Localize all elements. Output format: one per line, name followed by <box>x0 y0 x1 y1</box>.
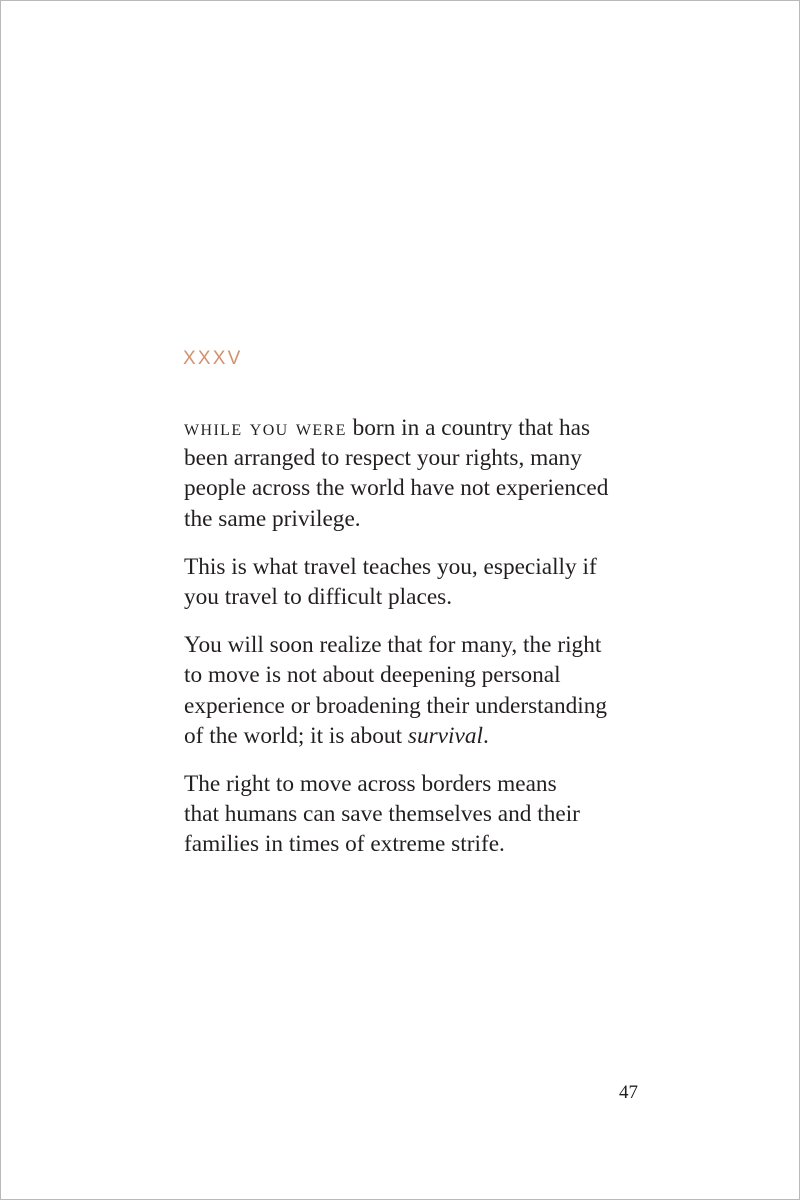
paragraph-3-line-3: experience or broadening their understanding <box>184 692 608 719</box>
paragraph-4 <box>184 769 654 860</box>
chapter-number: XXXV <box>183 348 243 369</box>
paragraph-1-line-1-text: born in a country that has <box>352 415 591 441</box>
paragraph-4-line-1: The right to move across borders means <box>184 771 557 798</box>
paragraph-1-line-2: been arranged to respect your rights, many <box>184 445 582 472</box>
body-text <box>184 413 654 878</box>
paragraph-1-line-3: people across the world have not experienced <box>184 475 609 502</box>
paragraph-2-line-1: This is what travel teaches you, especially if <box>184 553 597 580</box>
paragraph-3-line-2: to move is not about deepening personal <box>184 662 561 689</box>
emphasis-survival: survival <box>407 722 483 749</box>
paragraph-2 <box>184 552 654 612</box>
page-number: 47 <box>619 1082 638 1103</box>
paragraph-3-line-4-end: . <box>482 722 489 749</box>
paragraph-3 <box>184 630 654 751</box>
paragraph-4-line-3: families in times of extreme strife. <box>184 831 505 858</box>
paragraph-2-line-2: you travel to difficult places. <box>184 584 453 611</box>
paragraph-3-line-4-start: of the world; it is about <box>184 722 403 749</box>
paragraph-4-line-2: that humans can save themselves and their <box>184 801 580 828</box>
paragraph-3-line-4 <box>184 721 654 751</box>
paragraph-3-line-1: You will soon realize that for many, the right <box>184 632 602 659</box>
paragraph-1 <box>184 413 654 534</box>
lead-in-smallcaps: while you were <box>184 415 347 441</box>
paragraph-1-line-1 <box>184 413 654 443</box>
paragraph-1-line-4: the same privilege. <box>184 505 361 532</box>
